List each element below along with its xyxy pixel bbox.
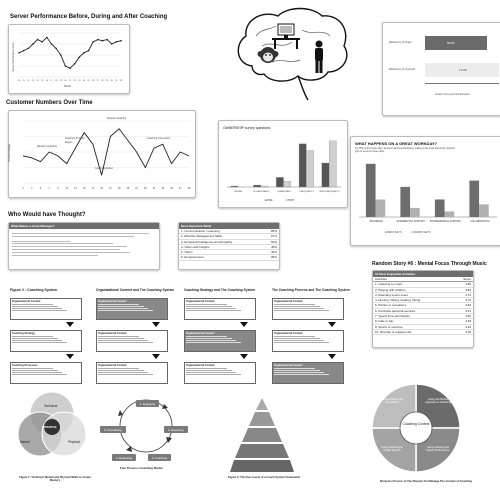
server-point bbox=[32, 43, 34, 45]
system-box-title: Organizational Context bbox=[12, 300, 41, 303]
skills-row-value: 36% bbox=[270, 255, 277, 260]
workday-subtitle: On 75% of their best days, desired mentioned progress, making it the most frequently reported type of event on those days. bbox=[355, 147, 455, 153]
own-bar bbox=[306, 151, 313, 187]
efficiency-self-bar bbox=[425, 63, 499, 77]
system-box-line bbox=[186, 336, 227, 337]
system-box-line bbox=[186, 308, 236, 309]
system-box-line bbox=[186, 368, 227, 369]
skills-row-value: 45% bbox=[270, 244, 277, 249]
system-box bbox=[272, 330, 344, 352]
server-point bbox=[41, 41, 43, 43]
system-box-title: Organizational Context bbox=[274, 332, 303, 335]
system-box-title: Organizational Context bbox=[98, 364, 127, 367]
system-box-line bbox=[98, 306, 144, 307]
server-point bbox=[18, 52, 20, 54]
work-bar bbox=[445, 211, 455, 217]
cust-xtick: 39 bbox=[187, 187, 191, 190]
skills-row-label: 2. Effective Management Skills bbox=[181, 234, 222, 239]
music-list bbox=[373, 282, 473, 335]
system-box-title: Coaching Processes bbox=[12, 364, 38, 367]
cycle-step: 5. Formalising bbox=[100, 426, 126, 433]
work-bar bbox=[435, 200, 445, 218]
down-arrow-icon bbox=[328, 354, 336, 359]
system-box-line bbox=[12, 368, 53, 369]
own-bar bbox=[253, 185, 260, 187]
cust-xtick: 9 bbox=[57, 187, 59, 190]
system-box-line bbox=[98, 308, 148, 309]
system-box-title: Organizational Context bbox=[98, 332, 127, 335]
cust-xtick: 29 bbox=[143, 187, 147, 190]
legend-pre-label: PRE bbox=[267, 199, 273, 202]
server-point bbox=[55, 48, 57, 50]
cust-xtick: 17 bbox=[91, 187, 95, 190]
system-box-line bbox=[186, 370, 232, 371]
cycle-step: 1. Engaging bbox=[136, 400, 159, 407]
workday-legend-worst: ■ WORST DAYS bbox=[411, 231, 431, 234]
cust-xtick: 37 bbox=[178, 187, 182, 190]
cust-xtick: 27 bbox=[135, 187, 138, 190]
efficiency-axis bbox=[425, 83, 499, 84]
skills-row-label: 1. Communication / Listening bbox=[181, 229, 220, 233]
music-row-value: 4.40 bbox=[465, 324, 471, 329]
system-box-line bbox=[12, 304, 53, 305]
annotation-intervention: Coaching Intervention bbox=[147, 137, 171, 140]
system-box-line bbox=[98, 342, 153, 343]
server-point bbox=[120, 40, 122, 42]
system-box-line bbox=[12, 310, 67, 311]
ownership-bar-chart bbox=[219, 121, 347, 207]
server-xtick: 18 bbox=[54, 80, 58, 82]
system-box-line bbox=[98, 370, 144, 371]
server-xtick: 10 bbox=[17, 80, 21, 82]
cust-xtick: 31 bbox=[152, 187, 156, 190]
customers-chart-card bbox=[8, 110, 196, 198]
music-row-value: 4.28 bbox=[465, 329, 471, 334]
own-category-label: VERY FREQUENTLY bbox=[319, 191, 341, 193]
system-box-line bbox=[12, 306, 58, 307]
venn-mental: Mental bbox=[20, 440, 30, 444]
customers-line-chart bbox=[9, 111, 195, 197]
system-box-title: Organizational Context bbox=[274, 364, 303, 367]
skills-list bbox=[179, 229, 279, 261]
system-box-line bbox=[274, 336, 315, 337]
system-box-title: Organizational Context bbox=[98, 300, 127, 303]
system-box-line bbox=[186, 340, 236, 341]
music-row-value: 4.50 bbox=[465, 314, 471, 319]
server-chart-card bbox=[8, 24, 130, 94]
ownership-title: OWNERSHIP survey questions bbox=[223, 126, 271, 130]
server-xtick: 31 bbox=[115, 80, 118, 82]
work-bar bbox=[366, 164, 376, 217]
person-icon bbox=[313, 40, 325, 74]
thought-text-lines bbox=[9, 229, 159, 259]
skills-row-label: 4. Vision and Insights bbox=[181, 244, 210, 249]
music-row-label: 8. Cafe or bar bbox=[375, 319, 394, 324]
server-xtick: 30 bbox=[110, 80, 113, 82]
system-box-line bbox=[274, 304, 315, 305]
cycle-caption: Five Process Coaching Model bbox=[120, 466, 163, 470]
system-box bbox=[272, 298, 344, 320]
wheel-segment-1: Using Coaching as Foundation bbox=[381, 398, 403, 404]
efficiency-xlabel: Good to Very Good Performance bbox=[435, 93, 470, 96]
strategy-title: Coaching Strategy and The Coaching System bbox=[184, 288, 256, 292]
own-category-label: NEVER bbox=[234, 191, 243, 193]
cust-xtick: 23 bbox=[117, 187, 121, 190]
brain-illustration bbox=[232, 6, 352, 101]
work-bar bbox=[469, 181, 479, 217]
cycle-step: 3. Coaching bbox=[148, 454, 171, 461]
legend-post-label: POST bbox=[287, 199, 295, 202]
thought-title: Who Would have Thought? bbox=[8, 212, 86, 218]
work-bar bbox=[479, 204, 489, 217]
music-row-label: 7. Spend time with friends bbox=[375, 314, 410, 319]
venn-technical: Technical bbox=[44, 404, 58, 408]
music-title: Random Story #6 : Mental Focus Through Music bbox=[372, 261, 487, 267]
server-point bbox=[51, 43, 53, 45]
skills-row-label: 5. Vision bbox=[181, 250, 193, 255]
system-box-line bbox=[98, 336, 139, 337]
skills-row-label: 3. Emotional Intelligence and Empathy bbox=[181, 239, 233, 244]
cust-xtick: 5 bbox=[39, 187, 42, 190]
system-box-line bbox=[186, 338, 232, 339]
system-box-line bbox=[274, 370, 320, 371]
system-box-line bbox=[186, 342, 241, 343]
system-box-line bbox=[274, 374, 329, 375]
system-box-line bbox=[98, 338, 144, 339]
own-bar bbox=[329, 141, 336, 187]
cust-xtick: 19 bbox=[100, 187, 103, 190]
server-xtick: 29 bbox=[105, 80, 109, 82]
down-arrow-icon bbox=[328, 322, 336, 327]
cust-xtick: 7 bbox=[48, 187, 50, 190]
server-point bbox=[83, 52, 85, 54]
system-box-line bbox=[12, 308, 62, 309]
system-box-line bbox=[12, 372, 62, 373]
cust-xtick: 35 bbox=[170, 187, 173, 190]
efficiency-card bbox=[382, 22, 500, 116]
cust-xtick: 21 bbox=[109, 187, 112, 190]
server-xtick: 20 bbox=[64, 80, 67, 82]
work-bar bbox=[410, 208, 420, 217]
system-box-line bbox=[98, 372, 148, 373]
cycle-step: 2. Assessing bbox=[164, 426, 188, 433]
server-point bbox=[106, 39, 108, 41]
server-point bbox=[92, 41, 94, 43]
skills-header: Most Important Skills bbox=[179, 223, 279, 229]
figure2-title: Figure 2 : Coaching System bbox=[10, 288, 58, 292]
work-bar bbox=[376, 200, 386, 218]
orgctx-title: Organizational Context and The Coaching System bbox=[96, 288, 175, 292]
system-box-line bbox=[274, 342, 329, 343]
server-point bbox=[88, 50, 90, 52]
music-row-value: 4.48 bbox=[465, 319, 471, 324]
system-box-title: Coaching Strategy bbox=[12, 332, 35, 335]
own-category-label: OCCASIONALLY bbox=[252, 191, 270, 193]
music-row-value: 4.60 bbox=[465, 303, 471, 308]
server-line-chart bbox=[9, 25, 129, 93]
music-col1: Activities bbox=[375, 277, 387, 281]
own-bar bbox=[322, 163, 329, 187]
server-point bbox=[74, 63, 76, 65]
work-category-label: EXPERIENTIAL SUPPORT bbox=[396, 221, 425, 223]
server-xtick: 15 bbox=[40, 80, 44, 82]
annotation-random: Random Coaching bbox=[37, 145, 57, 148]
customers-ylabel: Percent Change bbox=[8, 143, 12, 163]
server-xtick: 12 bbox=[27, 80, 30, 82]
server-xtick: 23 bbox=[78, 80, 81, 82]
annotation-ended: Coaching Ended bbox=[95, 167, 113, 170]
server-xtick: 11 bbox=[22, 80, 25, 82]
efficiency-team-value: 59.50 bbox=[447, 41, 455, 45]
music-col2: Score bbox=[463, 277, 471, 281]
wheel-segment-2: Using the Mindful Approach to Coaching bbox=[425, 398, 451, 404]
venn-physical: Physical bbox=[68, 440, 80, 444]
cycle-step: 4. Evaluating bbox=[112, 454, 136, 461]
system-box-line bbox=[274, 372, 324, 373]
system-box-line bbox=[12, 342, 67, 343]
music-header: 10 Most Enjoyable Activities bbox=[373, 271, 473, 277]
system-box bbox=[96, 298, 168, 320]
customers-chart-title: Customer Numbers Over Time bbox=[6, 100, 93, 106]
cust-xtick: 1 bbox=[22, 187, 24, 190]
server-xlabel: Month bbox=[64, 85, 71, 88]
system-box bbox=[96, 362, 168, 384]
cust-xtick: 33 bbox=[161, 187, 165, 190]
server-xtick: 19 bbox=[59, 80, 62, 82]
system-box-line bbox=[98, 310, 153, 311]
server-xtick: 17 bbox=[50, 80, 53, 82]
music-row-value: 4.89 bbox=[465, 282, 471, 287]
system-box-line bbox=[98, 340, 148, 341]
music-row-label: 5. Parties or receptions bbox=[375, 303, 406, 308]
ownership-legend-post: ■ POST bbox=[285, 199, 295, 202]
wheel-segment-4: Using Coaching to Create Experts bbox=[381, 446, 403, 452]
music-row-label: 1. Listening to music bbox=[375, 282, 403, 287]
system-box-title: Organizational Context bbox=[186, 364, 215, 367]
thought-card bbox=[8, 222, 160, 270]
annotation-program-begins: Coaching Program Begins bbox=[65, 137, 85, 144]
server-xtick: 26 bbox=[91, 80, 95, 82]
system-box-line bbox=[12, 336, 53, 337]
system-box-line bbox=[186, 304, 227, 305]
own-bar bbox=[276, 177, 283, 187]
system-box-line bbox=[98, 304, 139, 305]
music-row-label: 3. Attending sports event bbox=[375, 292, 409, 297]
ownership-legend-pre: ■ PRE bbox=[265, 199, 273, 202]
system-box-title: Organizational Context bbox=[186, 332, 215, 335]
system-box-line bbox=[98, 368, 139, 369]
own-bar bbox=[299, 144, 306, 187]
work-category-label: INTERPERSONAL SUPPORT bbox=[429, 221, 461, 223]
system-box-line bbox=[274, 310, 329, 311]
skills-row-value: 67% bbox=[270, 234, 277, 239]
cust-xtick: 15 bbox=[82, 187, 86, 190]
music-row bbox=[373, 330, 473, 335]
coaching-wheel-diagram bbox=[370, 382, 462, 474]
music-card bbox=[372, 270, 474, 348]
down-arrow-icon bbox=[152, 354, 160, 359]
cust-xtick: 25 bbox=[126, 187, 130, 190]
system-box-line bbox=[274, 308, 324, 309]
system-box-line bbox=[186, 306, 232, 307]
system-box bbox=[184, 298, 256, 320]
down-arrow-icon bbox=[240, 354, 248, 359]
down-arrow-icon bbox=[66, 322, 74, 327]
venn-expertise: EXPERTISE bbox=[42, 426, 57, 429]
own-bar bbox=[261, 186, 268, 187]
server-point bbox=[111, 43, 113, 45]
efficiency-self-label: Efficiency of Yourself bbox=[389, 67, 415, 71]
system-box-line bbox=[274, 306, 320, 307]
ownership-card bbox=[218, 120, 348, 208]
workday-title: WHAT HAPPENS ON A GREAT WORKDAY? bbox=[355, 141, 438, 146]
own-bar bbox=[231, 186, 238, 187]
skills-row-value: 60% bbox=[270, 239, 277, 244]
server-point bbox=[69, 67, 71, 69]
server-point bbox=[60, 54, 62, 56]
system-box-line bbox=[12, 370, 58, 371]
down-arrow-icon bbox=[240, 322, 248, 327]
server-xtick: 14 bbox=[36, 80, 39, 82]
server-point bbox=[27, 48, 29, 50]
system-box-line bbox=[186, 372, 236, 373]
music-row-value: 4.84 bbox=[465, 287, 471, 292]
work-category-label: PROGRESS bbox=[369, 221, 383, 223]
server-point bbox=[78, 56, 80, 58]
work-category-label: COLLABORATION bbox=[470, 221, 490, 223]
system-box-line bbox=[12, 340, 62, 341]
server-xtick: 32 bbox=[119, 80, 123, 82]
annotation-regular: Regular Coaching bbox=[107, 117, 127, 120]
system-box-title: Organizational Context bbox=[186, 300, 215, 303]
legend-best-label: BEST DAYS bbox=[387, 231, 402, 234]
system-box bbox=[184, 330, 256, 352]
workday-card bbox=[350, 136, 500, 246]
pyramid-caption: Figure 3: The Five Levels of a Coach System Framework bbox=[228, 476, 300, 479]
own-category-label: FREQUENTLY bbox=[299, 191, 315, 193]
music-row-value: 4.51 bbox=[465, 308, 471, 313]
skills-row-value: 85% bbox=[270, 229, 277, 233]
system-box bbox=[10, 362, 82, 384]
computer-desk-icon bbox=[270, 22, 302, 50]
system-box bbox=[10, 298, 82, 320]
thought-box-header: What Makes a Great Manager? bbox=[9, 223, 159, 229]
server-xtick: 28 bbox=[101, 80, 104, 82]
skills-card bbox=[178, 222, 280, 270]
server-xtick: 13 bbox=[31, 80, 35, 82]
server-point bbox=[23, 50, 25, 52]
server-point bbox=[102, 40, 104, 42]
work-bar bbox=[400, 187, 410, 217]
server-point bbox=[37, 39, 39, 41]
system-box bbox=[96, 330, 168, 352]
system-box-line bbox=[98, 374, 153, 375]
down-arrow-icon bbox=[152, 322, 160, 327]
music-row-label: 9. Sports or exercise bbox=[375, 324, 403, 329]
server-point bbox=[97, 39, 99, 41]
pyramid-diagram bbox=[230, 396, 294, 474]
server-xtick: 16 bbox=[45, 80, 49, 82]
wheel-center-label: Coaching Context bbox=[402, 422, 430, 426]
skills-row-label: 6. Empowerment bbox=[181, 255, 204, 260]
wheel-caption: Moment of Focus: In The Moment You Manage The Context of Coaching bbox=[380, 480, 472, 483]
music-row-value: 4.72 bbox=[465, 298, 471, 303]
server-point bbox=[46, 37, 48, 39]
server-xtick: 25 bbox=[87, 80, 90, 82]
cust-xtick: 13 bbox=[74, 187, 77, 190]
skills-row bbox=[179, 255, 279, 260]
legend-worst-label: WORST DAYS bbox=[413, 231, 431, 234]
efficiency-team-label: Efficiency of Team bbox=[389, 40, 412, 44]
process-title: The Coaching Process and The Coaching System bbox=[272, 288, 350, 292]
system-box-line bbox=[274, 340, 324, 341]
skills-row-value: 40% bbox=[270, 250, 277, 255]
music-row-label: 6. Purchase personal services bbox=[375, 308, 416, 313]
server-xtick: 27 bbox=[96, 80, 100, 82]
system-box-line bbox=[12, 374, 67, 375]
server-point bbox=[116, 41, 118, 43]
system-box bbox=[184, 362, 256, 384]
system-box bbox=[10, 330, 82, 352]
music-row-value: 4.76 bbox=[465, 292, 471, 297]
down-arrow-icon bbox=[66, 354, 74, 359]
efficiency-self-value: 71.08 bbox=[459, 68, 467, 72]
server-xtick: 22 bbox=[73, 80, 76, 82]
efficiency-team-bar bbox=[425, 36, 487, 50]
system-box-line bbox=[274, 368, 315, 369]
server-point bbox=[65, 65, 67, 67]
system-box-line bbox=[186, 310, 241, 311]
venn-caption: Figure 1: Technical, Mental and Physical Skills to Create Mastery bbox=[19, 476, 91, 482]
system-box bbox=[272, 362, 344, 384]
music-row-label: 4. Hunting, fishing, boating, hiking bbox=[375, 298, 421, 303]
system-box-line bbox=[274, 338, 320, 339]
system-box-title: Organizational Context bbox=[274, 300, 303, 303]
cust-xtick: 11 bbox=[65, 187, 68, 190]
system-box-line bbox=[186, 374, 241, 375]
music-row-label: 2. Playing with children bbox=[375, 287, 406, 292]
server-xtick: 24 bbox=[82, 80, 86, 82]
cust-xtick: 3 bbox=[31, 187, 33, 190]
server-chart-title: Server Performance Before, During and After Coaching bbox=[10, 14, 168, 20]
workday-legend-best: ■ BEST DAYS bbox=[385, 231, 402, 234]
wheel-segment-3: Using Coaching as Higher Performance bbox=[426, 446, 450, 452]
workday-bar-chart bbox=[351, 137, 500, 245]
system-box-line bbox=[12, 338, 58, 339]
server-xtick: 21 bbox=[68, 80, 72, 82]
own-category-label: SOMETIMES bbox=[277, 191, 291, 193]
server-ylabel: Server Performance Score bbox=[11, 42, 15, 72]
own-bar bbox=[284, 181, 291, 187]
music-row-label: 10. Worship or religious act bbox=[375, 329, 412, 334]
